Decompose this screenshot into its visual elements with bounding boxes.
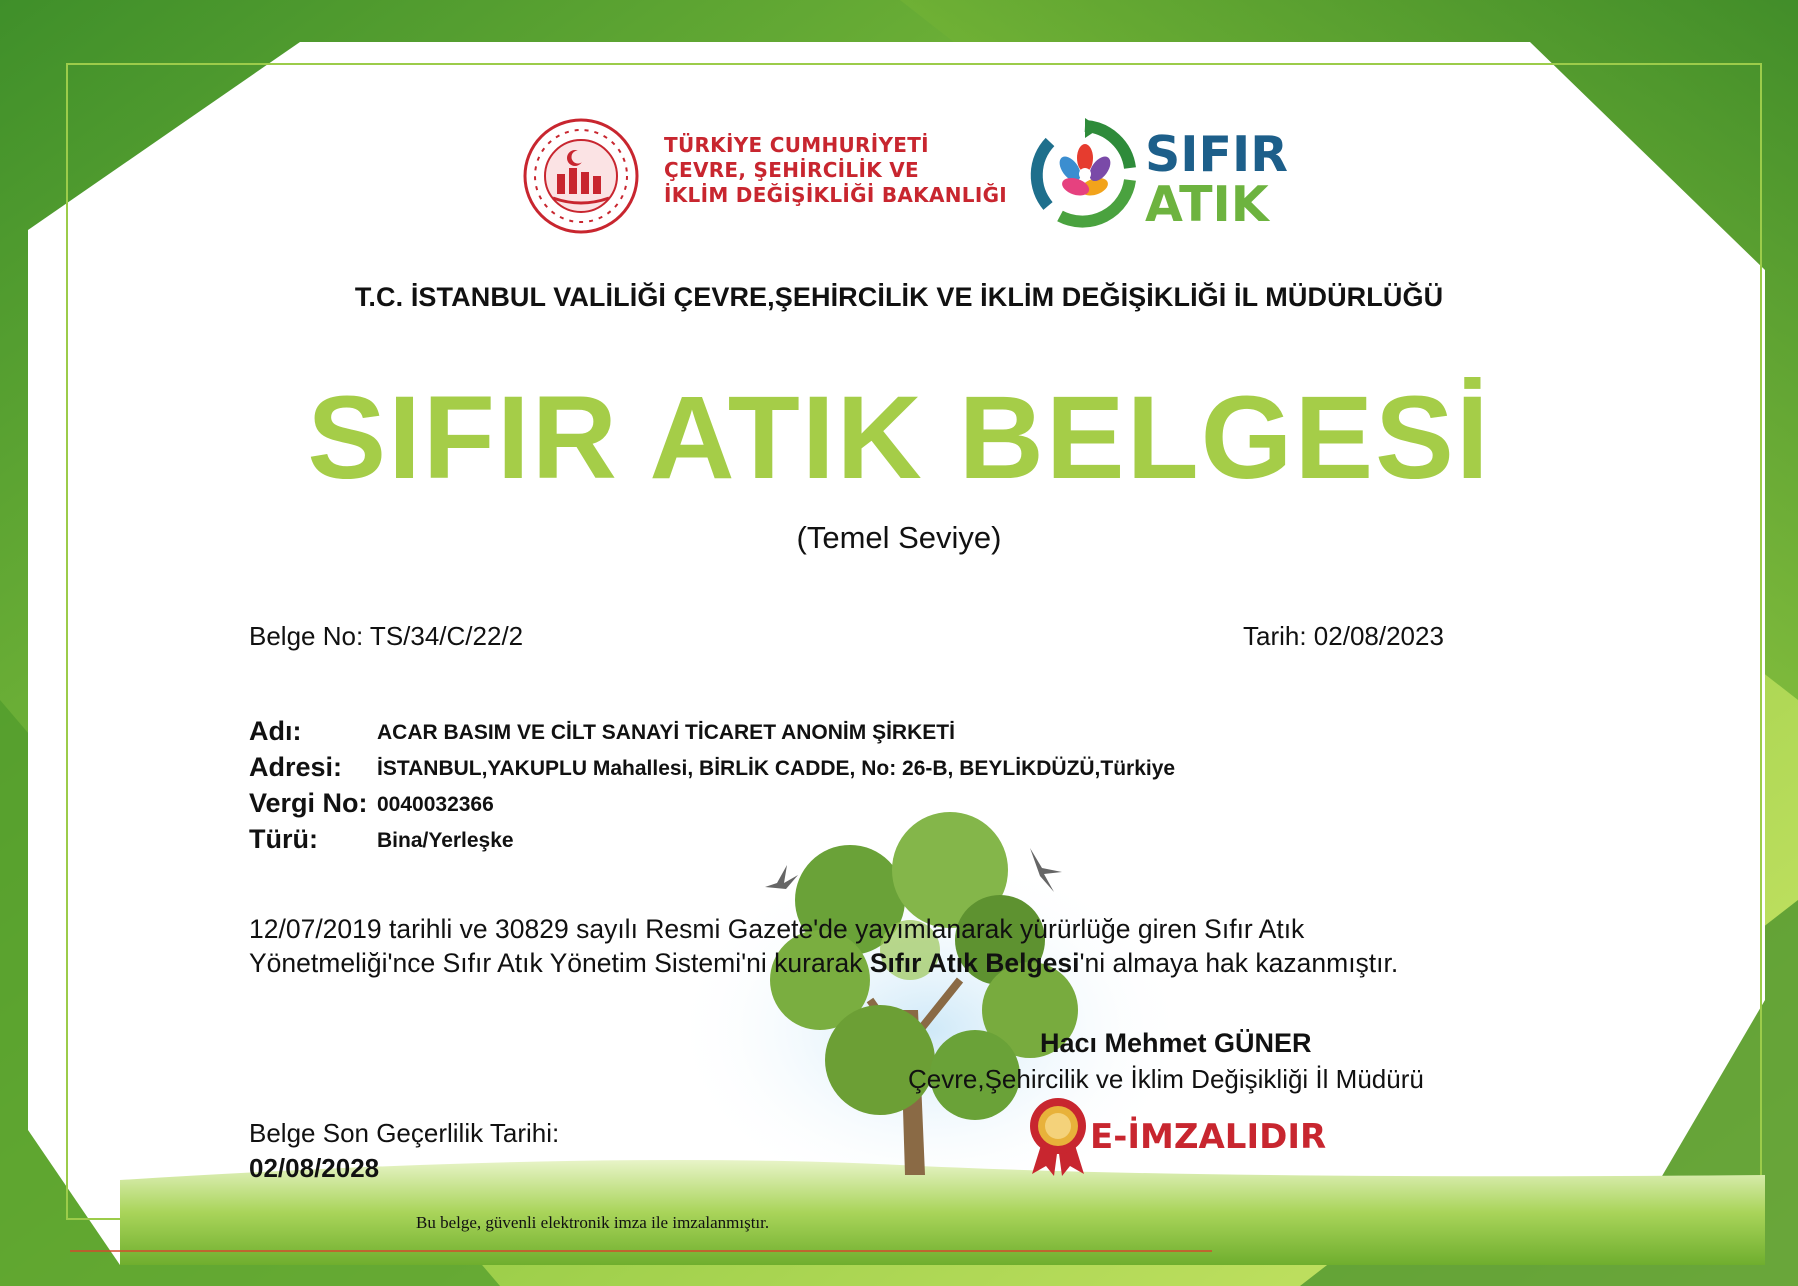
ministry-line-3: İKLİM DEĞİŞİKLİĞİ BAKANLIĞI	[664, 183, 1008, 207]
validity-label: Belge Son Geçerlilik Tarihi:	[249, 1118, 560, 1148]
ministry-emblem-icon	[523, 112, 639, 240]
directorate-name: T.C. İSTANBUL VALİLİĞİ ÇEVRE,ŞEHİRCİLİK VE İKLİM DEĞİŞİKLİĞİ İL MÜDÜRLÜĞÜ	[354, 282, 1444, 312]
issue-date: Tarih: 02/08/2023	[1243, 621, 1444, 651]
certificate-statement	[249, 912, 1509, 980]
sifir-atik-logo-text	[1145, 126, 1288, 233]
document-number: Belge No: TS/34/C/22/2	[249, 621, 524, 651]
statement-line-2-start: Yönetmeliği'nce Sıfır Atık Yönetim Sistemi'ni kurarak	[249, 948, 870, 978]
logo-word-sifir: SIFIR	[1145, 126, 1288, 183]
certificate-title: SIFIR ATIK BELGESİ	[307, 372, 1491, 504]
field-value-address: İSTANBUL,YAKUPLU Mahallesi, BİRLİK CADDE, No: 26-B, BEYLİKDÜZÜ,Türkiye	[377, 757, 1176, 780]
logo-word-atik: ATIK	[1145, 176, 1269, 233]
statement-certificate-name: Sıfır Atık Belgesi	[869, 948, 1080, 978]
ministry-line-1: TÜRKİYE CUMHURİYETİ	[664, 133, 929, 157]
signer-name: Hacı Mehmet GÜNER	[1040, 1028, 1312, 1058]
ministry-name	[664, 133, 1007, 208]
e-signature-seal-icon	[1028, 1096, 1088, 1176]
e-signature-stamp: E-İMZALIDIR	[1090, 1117, 1327, 1157]
statement-line-1: 12/07/2019 tarihli ve 30829 sayılı Resmi Gazete'de yayımlanarak yürürlüğe giren Sıfır Atık	[249, 914, 1305, 944]
field-value-name: ACAR BASIM VE CİLT SANAYİ TİCARET ANONİM ŞİRKETİ	[377, 721, 955, 744]
field-label-tax-no: Vergi No:	[249, 788, 368, 818]
ministry-line-2: ÇEVRE, ŞEHİRCİLİK VE	[664, 158, 919, 182]
field-value-tax-no: 0040032366	[377, 793, 494, 816]
field-label-name: Adı:	[249, 716, 302, 746]
field-label-type: Türü:	[249, 824, 318, 854]
field-value-type: Bina/Yerleşke	[377, 829, 514, 852]
signer-title: Çevre,Şehircilik ve İklim Değişikliği İl Müdürü	[908, 1064, 1424, 1094]
footer-note: Bu belge, güvenli elektronik imza ile imzalanmıştır.	[416, 1213, 770, 1232]
statement-line-2-end: 'ni almaya hak kazanmıştır.	[1079, 948, 1399, 978]
validity-date: 02/08/2028	[249, 1153, 380, 1183]
sifir-atik-logo-icon	[1030, 118, 1140, 230]
certificate-level: (Temel Seviye)	[796, 520, 1002, 555]
statement-line-2	[249, 946, 1509, 980]
field-label-address: Adresi:	[249, 752, 343, 782]
